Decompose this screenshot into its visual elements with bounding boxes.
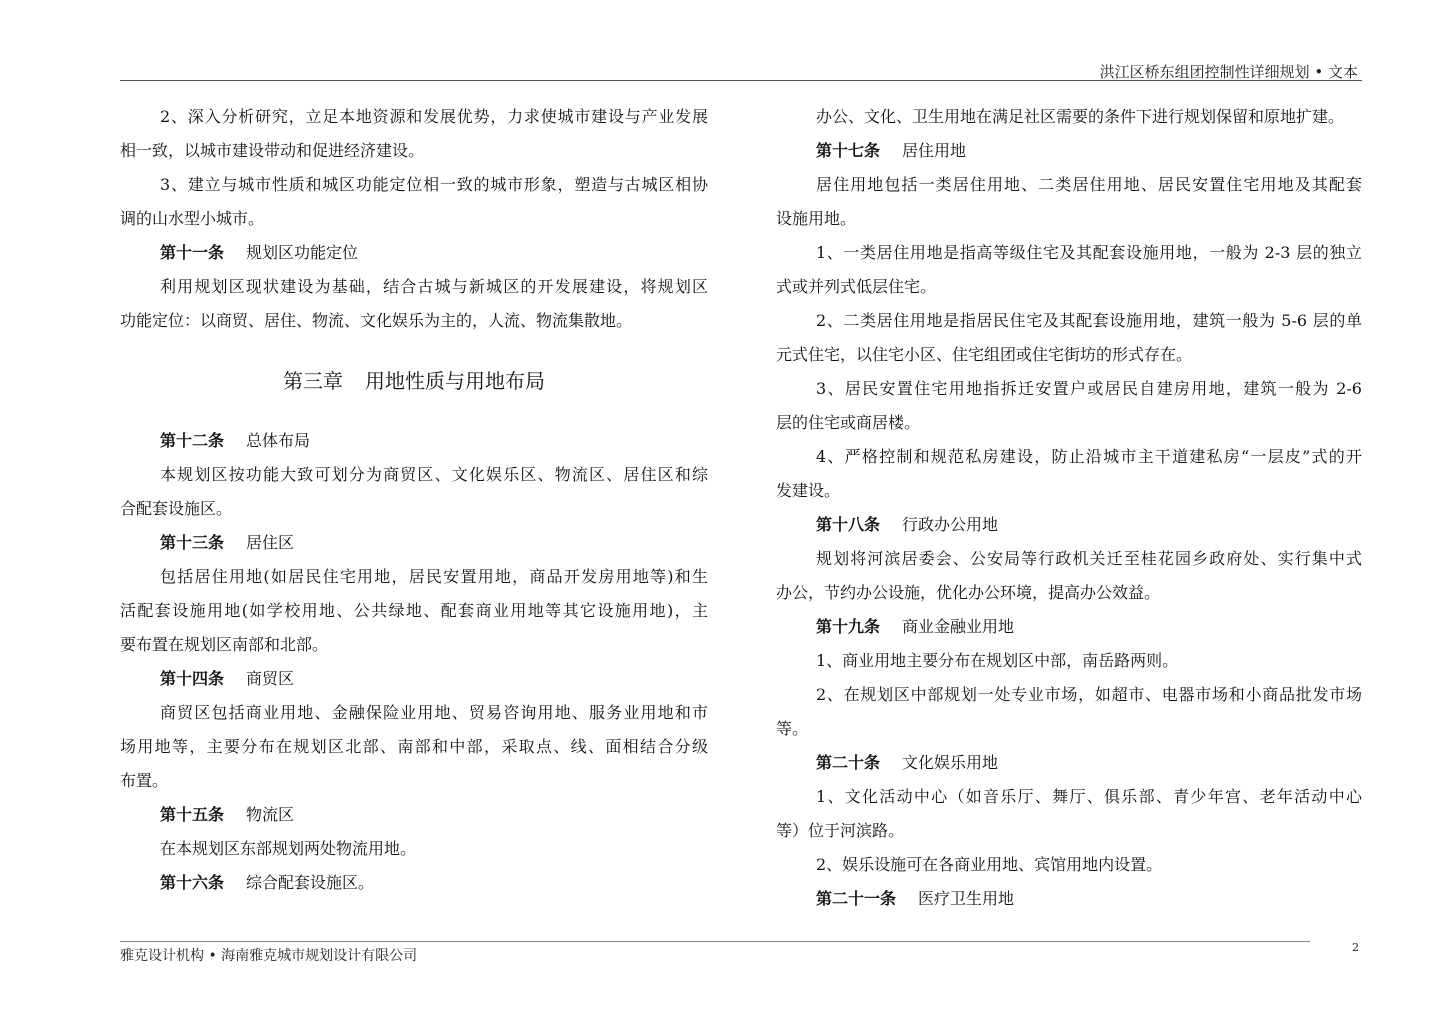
article-title: 居住用地: [902, 141, 967, 160]
paragraph-line: 2、深入分析研究，立足本地资源和发展优势，力求使城市建设与产业发展: [160, 107, 708, 126]
article-heading: [120, 526, 708, 560]
paragraph-line: 1、文化活动中心（如音乐厅、舞厅、俱乐部、青少年宫、老年活动中心: [816, 787, 1362, 806]
paragraph-line: 2、在规划区中部规划一处专业市场，如超市、电器市场和小商品批发市场: [816, 685, 1362, 704]
article-heading: [120, 236, 708, 270]
article-number: 第十三条: [160, 533, 225, 552]
paragraph-line: 居住用地包括一类居住用地、二类居住用地、居民安置住宅用地及其配套: [816, 175, 1362, 194]
footer-organization: 雅克设计机构 • 海南雅克城市规划设计有限公司: [120, 948, 418, 964]
paragraph-line: 商贸区包括商业用地、金融保险业用地、贸易咨询用地、服务业用地和市: [160, 703, 708, 722]
article-heading: [120, 424, 708, 458]
article-title: 文化娱乐用地: [902, 753, 999, 772]
paragraph-line: 办公、文化、卫生用地在满足社区需要的条件下进行规划保留和原地扩建。: [816, 107, 1345, 126]
paragraph-line: 式或并列式低层住宅。: [776, 277, 937, 296]
article-title: 医疗卫生用地: [918, 889, 1015, 908]
article-title: 商业金融业用地: [902, 617, 1015, 636]
header-divider: [120, 80, 1362, 81]
footer-divider: [120, 941, 1310, 942]
page-number: 2: [1352, 941, 1359, 954]
chapter-title: 用地性质与用地布局: [365, 369, 545, 393]
article-number: 第十一条: [160, 243, 225, 262]
article-number: 第二十一条: [816, 889, 897, 908]
paragraph-line: 3、建立与城市性质和城区功能定位相一致的城市形象，塑造与古城区相协: [160, 175, 708, 194]
document-header-title: 洪江区桥东组团控制性详细规划 • 文本: [1099, 63, 1358, 81]
paragraph-line: 等）位于河滨路。: [776, 821, 905, 840]
article-number: 第十六条: [160, 873, 225, 892]
article-heading: [776, 610, 1362, 644]
paragraph-line: 设施用地。: [776, 209, 857, 228]
article-number: 第十五条: [160, 805, 225, 824]
article-heading: [776, 882, 1362, 916]
paragraph-line: 2、娱乐设施可在各商业用地、宾馆用地内设置。: [816, 855, 1163, 874]
paragraph-line: 要布置在规划区南部和北部。: [120, 635, 329, 654]
paragraph-line: 发建设。: [776, 481, 841, 500]
left-column: [120, 100, 708, 900]
paragraph-line: 布置。: [120, 771, 169, 790]
article-title: 综合配套设施区。: [246, 873, 375, 892]
right-column: [776, 100, 1362, 916]
article-heading: [120, 662, 708, 696]
article-title: 商贸区: [246, 669, 295, 688]
paragraph-line: 3、居民安置住宅用地指拆迁安置户或居民自建房用地，建筑一般为 2-6: [816, 379, 1362, 398]
paragraph-line: 合配套设施区。: [120, 499, 233, 518]
chapter-heading: [120, 356, 708, 406]
article-heading: [776, 746, 1362, 780]
paragraph-line: 办公，节约办公设施，优化办公环境，提高办公效益。: [776, 583, 1161, 602]
paragraph-line: 场用地等，主要分布在规划区北部、南部和中部，采取点、线、面相结合分级: [120, 737, 708, 756]
article-number: 第十七条: [816, 141, 881, 160]
article-number: 第十二条: [160, 431, 225, 450]
paragraph-line: 在本规划区东部规划两处物流用地。: [160, 839, 417, 858]
paragraph-line: 1、商业用地主要分布在规划区中部，南岳路两则。: [816, 651, 1179, 670]
article-number: 第十九条: [816, 617, 881, 636]
paragraph-line: 活配套设施用地(如学校用地、公共绿地、配套商业用地等其它设施用地)，主: [120, 601, 708, 620]
article-number: 第二十条: [816, 753, 881, 772]
paragraph-line: 元式住宅，以住宅小区、住宅组团或住宅街坊的形式存在。: [776, 345, 1193, 364]
article-title: 物流区: [246, 805, 295, 824]
article-title: 总体布局: [246, 431, 311, 450]
paragraph-line: 层的住宅或商居楼。: [776, 413, 921, 432]
paragraph-line: 4、严格控制和规范私房建设，防止沿城市主干道建私房“一层皮”式的开: [816, 447, 1362, 466]
article-number: 第十八条: [816, 515, 881, 534]
article-title: 规划区功能定位: [246, 243, 359, 262]
article-heading: [120, 866, 708, 900]
paragraph-line: 包括居住用地(如居民住宅用地，居民安置用地，商品开发房用地等)和生: [160, 567, 708, 586]
paragraph-line: 规划将河滨居委会、公安局等行政机关迁至桂花园乡政府处、实行集中式: [816, 549, 1362, 568]
article-heading: [776, 508, 1362, 542]
paragraph-line: 2、二类居住用地是指居民住宅及其配套设施用地，建筑一般为 5-6 层的单: [816, 311, 1362, 330]
paragraph-line: 本规划区按功能大致可划分为商贸区、文化娱乐区、物流区、居住区和综: [160, 465, 708, 484]
chapter-number: 第三章: [283, 369, 343, 393]
article-number: 第十四条: [160, 669, 225, 688]
paragraph-line: 利用规划区现状建设为基础，结合古城与新城区的开发展建设，将规划区: [160, 277, 708, 296]
paragraph-line: 功能定位：以商贸、居住、物流、文化娱乐为主的，人流、物流集散地。: [120, 311, 633, 330]
paragraph-line: 1、一类居住用地是指高等级住宅及其配套设施用地，一般为 2-3 层的独立: [816, 243, 1362, 262]
article-heading: [776, 134, 1362, 168]
paragraph-line: 调的山水型小城市。: [120, 209, 265, 228]
article-title: 行政办公用地: [902, 515, 999, 534]
article-heading: [120, 798, 708, 832]
paragraph-line: 等。: [776, 719, 809, 738]
article-title: 居住区: [246, 533, 295, 552]
paragraph-line: 相一致，以城市建设带动和促进经济建设。: [120, 141, 425, 160]
